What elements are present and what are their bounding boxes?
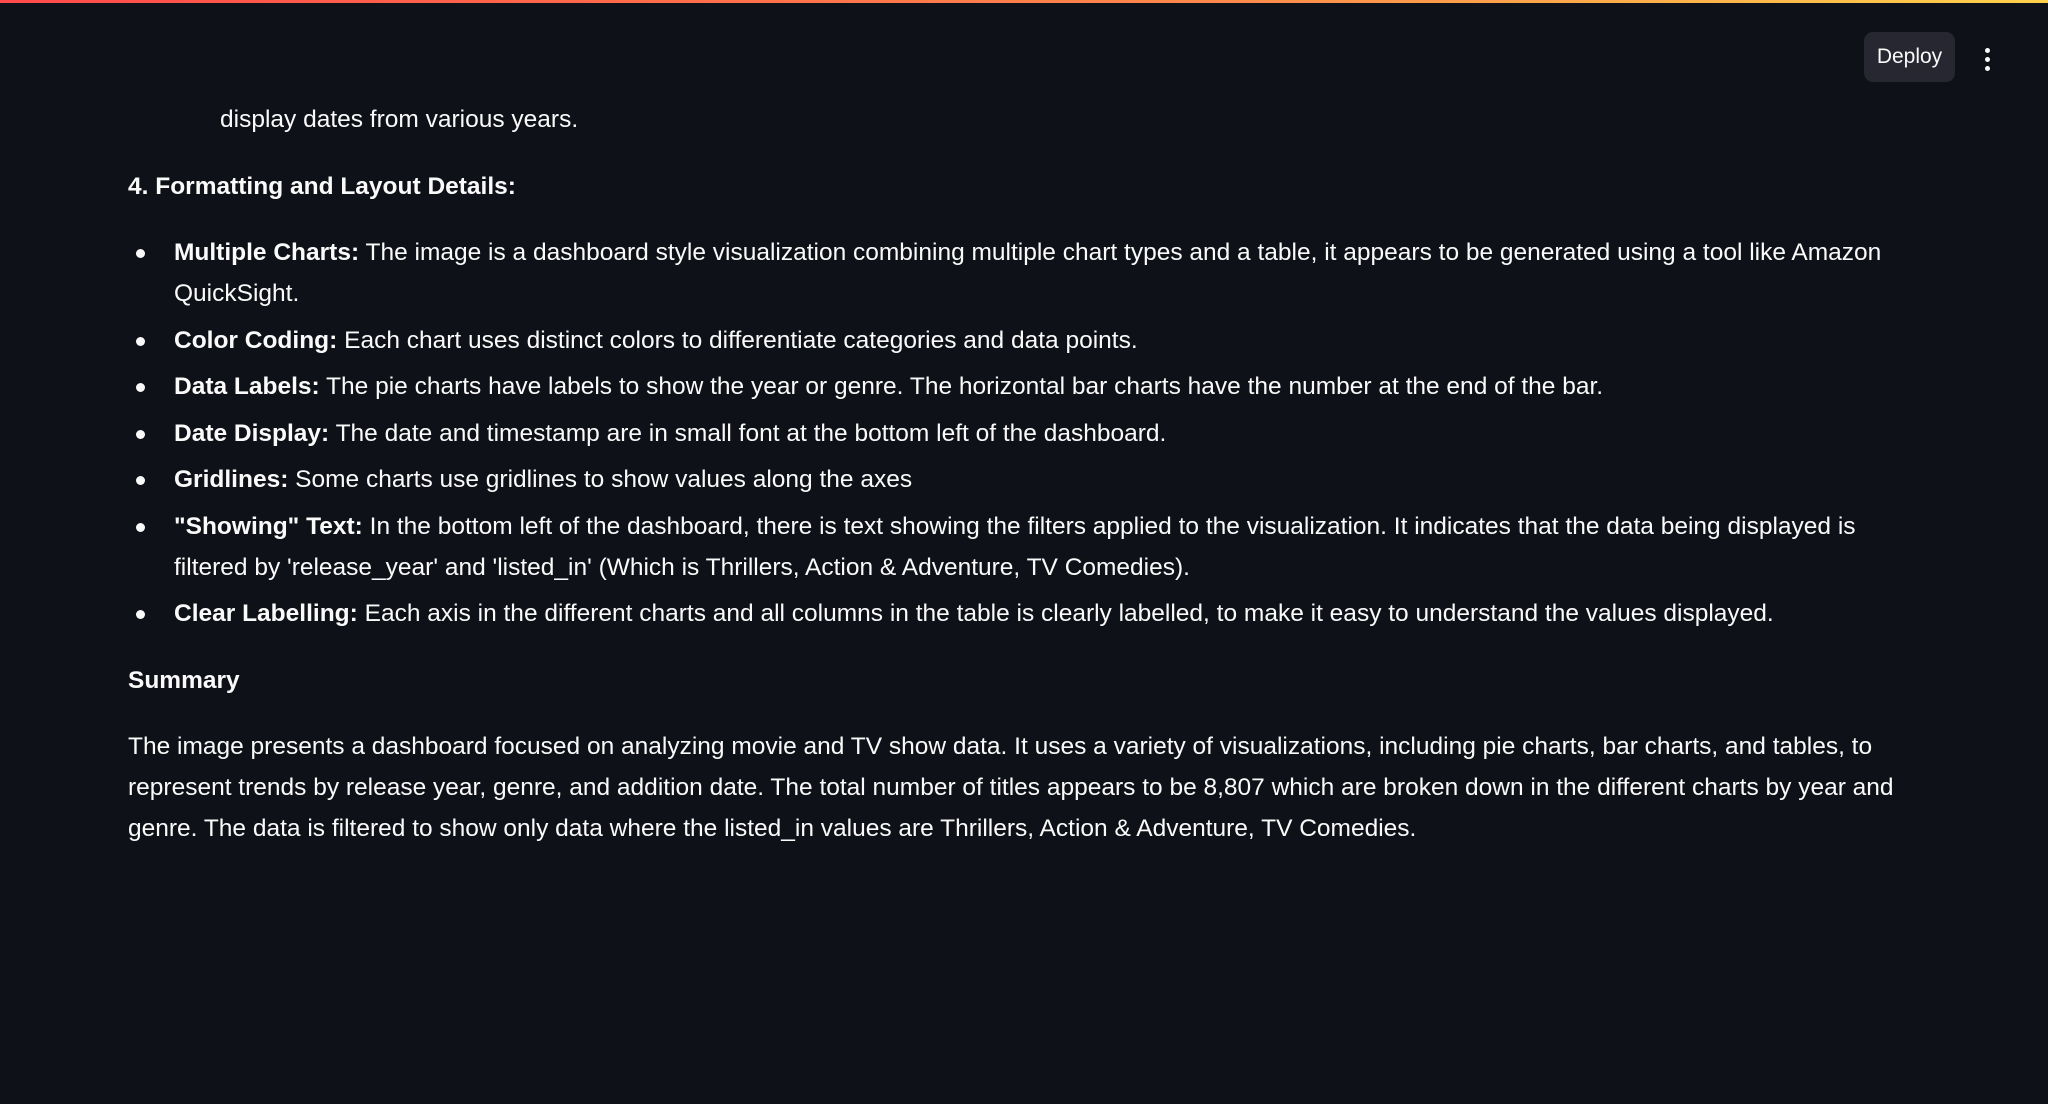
vertical-ellipsis-icon bbox=[1985, 48, 1990, 71]
bullet-label: Color Coding: bbox=[174, 326, 338, 354]
continued-line: display dates from various years. bbox=[220, 106, 579, 133]
summary-paragraph: The image presents a dashboard focused on analyzing movie and TV show data. It uses a variety of visualizations, including pie charts, bar charts, and tables, to represent trends by release year, genre, and addition date. The total number of titles appears to be 8,807 which are broken down in the different charts by year and genre. The data is filtered to show only data where the listed_in values are Thrillers, Action & Adventure, TV Comedies. bbox=[128, 733, 1894, 842]
list-item bbox=[128, 320, 1918, 361]
summary-heading: Summary bbox=[128, 667, 240, 694]
bullet-label: "Showing" Text: bbox=[174, 512, 363, 540]
list-item bbox=[128, 506, 1918, 588]
deploy-button[interactable]: Deploy bbox=[1864, 32, 1955, 82]
bullet-label: Gridlines: bbox=[174, 466, 289, 493]
list-item bbox=[128, 232, 1918, 314]
bullet-list bbox=[128, 232, 1918, 640]
list-item bbox=[128, 593, 1918, 634]
main-menu-button[interactable] bbox=[1970, 42, 2004, 76]
bullet-label: Clear Labelling: bbox=[174, 600, 358, 627]
bullet-text: The pie charts have labels to show the year or genre. The horizontal bar charts have the number at the end of the bar. bbox=[319, 373, 1604, 400]
section-heading: 4. Formatting and Layout Details: bbox=[128, 173, 516, 200]
bullet-text: Each axis in the different charts and all columns in the table is clearly labelled, to make it easy to understand the values displayed. bbox=[357, 600, 1774, 627]
bullet-label: Date Display: bbox=[174, 419, 330, 447]
list-item bbox=[128, 459, 1918, 500]
bullet-text: In the bottom left of the dashboard, there is text showing the filters applied to the visualization. It indicates that the data being displayed is filtered by 'release_year' and 'listed_in' (Which is Thrillers, Action & Adventure, TV Comedies). bbox=[174, 512, 1856, 581]
header-decoration-stripe bbox=[0, 0, 2048, 3]
list-item bbox=[128, 366, 1918, 407]
bullet-label: Multiple Charts: bbox=[174, 239, 360, 266]
bullet-text: The image is a dashboard style visualization combining multiple chart types and a table, it appears to be generated using a tool like Amazon QuickSight. bbox=[174, 239, 1882, 307]
bullet-text: Each chart uses distinct colors to differentiate categories and data points. bbox=[337, 326, 1138, 354]
bullet-label: Data Labels: bbox=[174, 373, 320, 400]
list-item bbox=[128, 413, 1918, 454]
bullet-text: The date and timestamp are in small font at the bottom left of the dashboard. bbox=[329, 419, 1167, 447]
bullet-text: Some charts use gridlines to show values along the axes bbox=[288, 466, 913, 493]
